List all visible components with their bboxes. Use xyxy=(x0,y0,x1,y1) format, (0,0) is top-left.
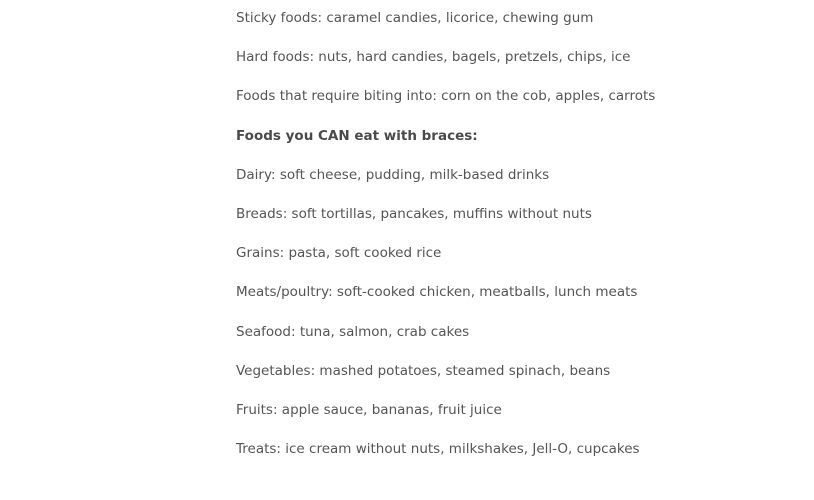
can-eat-item-treats: Treats: ice cream without nuts, milkshakes, Jell-O, cupcakes xyxy=(236,441,640,458)
can-eat-item-seafood: Seafood: tuna, salmon, crab cakes xyxy=(236,323,470,340)
avoid-item-hard: Hard foods: nuts, hard candies, bagels, pretzels, chips, ice xyxy=(236,49,631,66)
can-eat-item-grains: Grains: pasta, soft cooked rice xyxy=(236,245,442,262)
can-eat-heading: Foods you CAN eat with braces: xyxy=(236,127,478,144)
can-eat-item-vegetables: Vegetables: mashed potatoes, steamed spinach, beans xyxy=(236,362,611,379)
can-eat-item-breads: Breads: soft tortillas, pancakes, muffins without nuts xyxy=(236,205,592,222)
avoid-item-sticky: Sticky foods: caramel candies, licorice, chewing gum xyxy=(236,10,594,26)
can-eat-item-fruits: Fruits: apple sauce, bananas, fruit juice xyxy=(236,401,502,418)
can-eat-item-dairy: Dairy: soft cheese, pudding, milk-based drinks xyxy=(236,166,550,183)
article-body xyxy=(236,9,756,479)
can-eat-item-meats: Meats/poultry: soft-cooked chicken, meatballs, lunch meats xyxy=(236,284,638,301)
avoid-item-biting: Foods that require biting into: corn on the cob, apples, carrots xyxy=(236,88,656,105)
